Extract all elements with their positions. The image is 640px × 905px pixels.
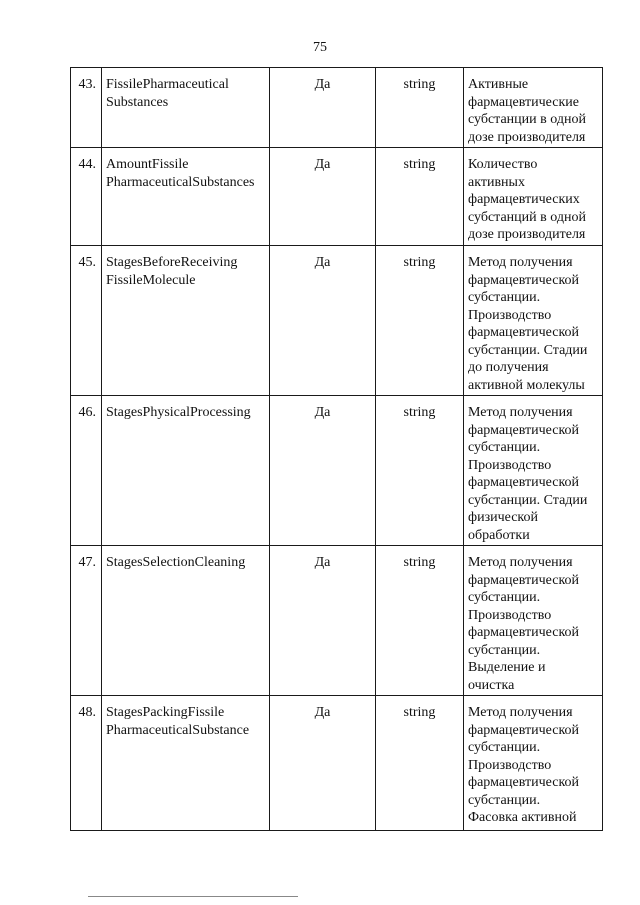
row-number: 48.: [71, 696, 102, 831]
field-type: string: [376, 148, 464, 246]
field-description-text: Количество активных фармацевтических субстанций в одной дозе производителя: [468, 157, 586, 242]
table-row: [71, 696, 603, 831]
required-flag: Да: [270, 396, 376, 546]
field-name-text: FissilePharmaceutical Substances: [106, 77, 229, 110]
field-name: [102, 246, 270, 396]
field-description-text: Метод получения фармацевтической субстанции. Производство фармацевтической субстанции. Стадии до получения активной молекулы: [468, 255, 588, 393]
field-description-text: Активные фармацевтические субстанции в одной дозе производителя: [468, 77, 586, 145]
table-row: [71, 546, 603, 696]
field-description: [464, 246, 603, 396]
field-name-text: StagesSelectionCleaning: [106, 555, 246, 570]
field-description: [464, 696, 603, 831]
bottom-rule: [88, 896, 298, 897]
field-name-text: StagesPhysicalProcessing: [106, 405, 251, 420]
field-type: string: [376, 246, 464, 396]
row-number: 43.: [71, 68, 102, 148]
field-type: string: [376, 396, 464, 546]
field-type: string: [376, 68, 464, 148]
field-description-text: Метод получения фармацевтической субстанции. Производство фармацевтической субстанции. Выделение и очистка: [468, 555, 580, 693]
row-number: 45.: [71, 246, 102, 396]
row-number: 44.: [71, 148, 102, 246]
field-description-text: Метод получения фармацевтической субстанции. Производство фармацевтической субстанции. Стадии физической обработки: [468, 405, 588, 543]
required-flag: Да: [270, 148, 376, 246]
table-row: [71, 396, 603, 546]
field-name: [102, 148, 270, 246]
field-name-text: StagesPackingFissile PharmaceuticalSubstance: [106, 705, 250, 738]
field-name: [102, 546, 270, 696]
table-row: [71, 246, 603, 396]
field-description: [464, 148, 603, 246]
field-type: string: [376, 696, 464, 831]
row-number: 47.: [71, 546, 102, 696]
row-number: 46.: [71, 396, 102, 546]
table-row: [71, 68, 603, 148]
field-description: [464, 546, 603, 696]
field-type: string: [376, 546, 464, 696]
required-flag: Да: [270, 246, 376, 396]
table-row: [71, 148, 603, 246]
required-flag: Да: [270, 68, 376, 148]
fields-table: [70, 67, 603, 831]
field-name-text: StagesBeforeReceiving FissileMolecule: [106, 255, 238, 288]
field-description: [464, 396, 603, 546]
required-flag: Да: [270, 546, 376, 696]
field-description: [464, 68, 603, 148]
field-name-text: AmountFissile PharmaceuticalSubstances: [106, 157, 255, 190]
field-name: [102, 696, 270, 831]
field-name: [102, 68, 270, 148]
page-number: 75: [313, 40, 327, 55]
required-flag: Да: [270, 696, 376, 831]
field-name: [102, 396, 270, 546]
field-description-text: Метод получения фармацевтической субстанции. Производство фармацевтической субстанции. Фасовка активной: [468, 705, 580, 825]
